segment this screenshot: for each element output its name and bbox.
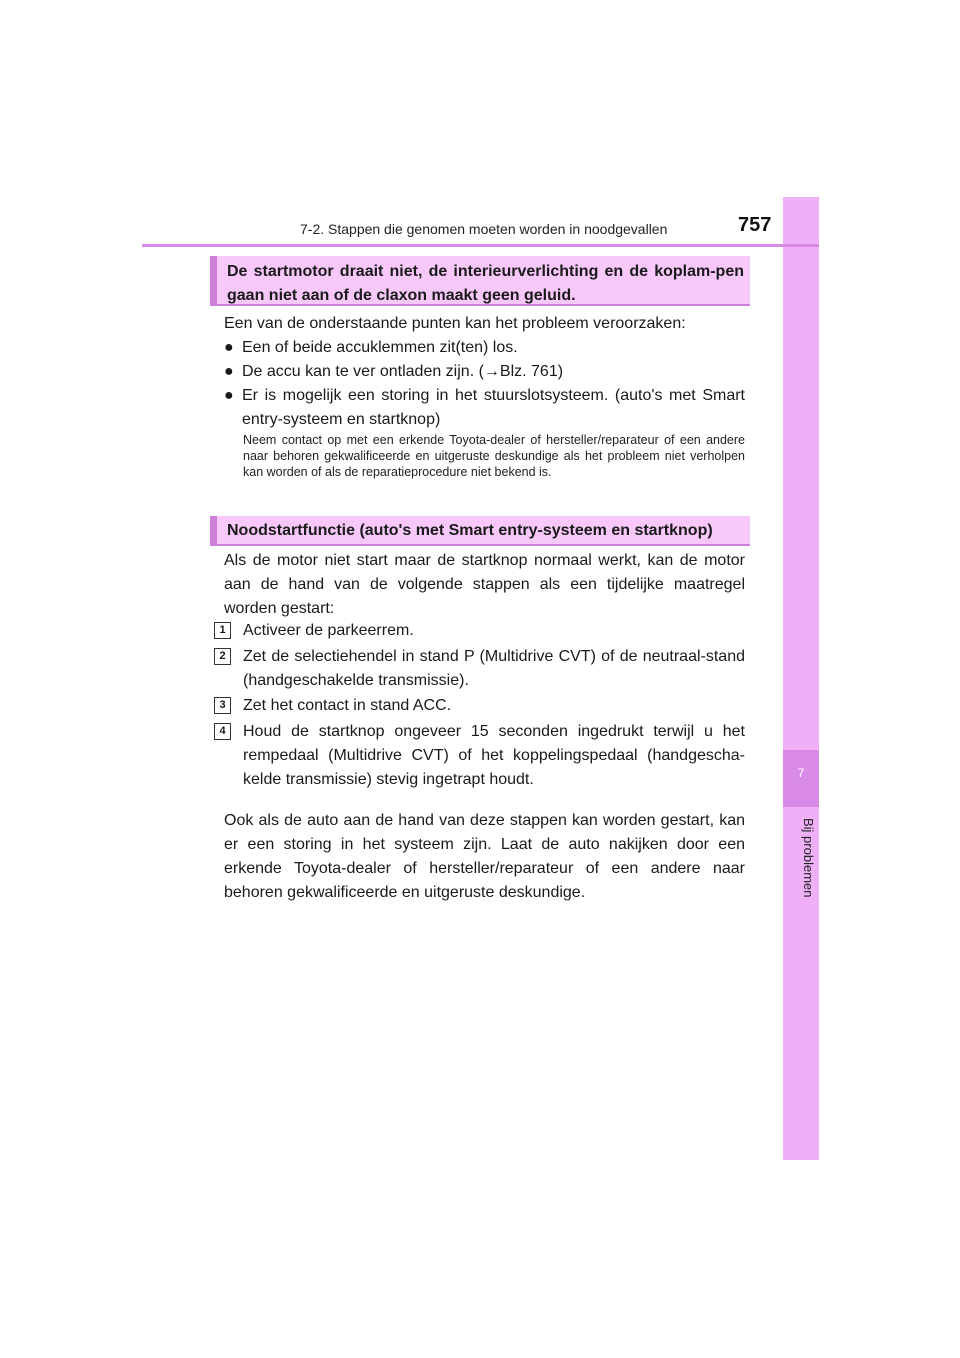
bullet-icon: ● bbox=[224, 363, 234, 380]
header-divider bbox=[142, 244, 819, 247]
step-item: 1 Activeer de parkeerrem. bbox=[214, 619, 745, 643]
step-number-badge: 1 bbox=[214, 622, 231, 639]
section-heading-starter: De startmotor draait niet, de interieurverlichting en de koplam-pen gaan niet aan of de claxon maakt geen geluid. bbox=[210, 256, 750, 306]
section1-intro: Een van de onderstaande punten kan het probleem veroorzaken: bbox=[224, 315, 686, 332]
list-item: ● De accu kan te ver ontladen zijn. (→Blz. 761) bbox=[224, 360, 745, 384]
step-item: 2 Zet de selectiehendel in stand P (Multidrive CVT) of de neutraal-stand (handgeschakelde transmissie). bbox=[214, 645, 745, 693]
chapter-side-tab bbox=[783, 197, 819, 1160]
chapter-number: 7 bbox=[797, 766, 805, 780]
section-heading-emergency-start: Noodstartfunctie (auto's met Smart entry-systeem en startknop) bbox=[210, 516, 750, 546]
step-number-badge: 3 bbox=[214, 697, 231, 714]
section2-closing: Ook als de auto aan de hand van deze stappen kan worden gestart, kan er een storing in het systeem zijn. Laat de auto nakijken door een erkende Toyota-dealer of hersteller/reparateur of een andere naar behoren gekwalificeerde en uitgeruste deskundige. bbox=[224, 812, 745, 901]
list-item: ● Er is mogelijk een storing in het stuurslotsysteem. (auto's met Smart entry-systeem en startknop) bbox=[224, 384, 745, 432]
bullet-icon: ● bbox=[224, 339, 234, 356]
step-item: 4 Houd de startknop ongeveer 15 seconden ingedrukt terwijl u het rempedaal (Multidrive CVT) of het koppelingspedaal (handgescha-kelde transmissie) stevig ingetrapt houdt. bbox=[214, 720, 745, 792]
chapter-label: Bij problemen bbox=[801, 818, 816, 898]
page-number: 757 bbox=[738, 214, 772, 236]
step-number-badge: 4 bbox=[214, 723, 231, 740]
section1-note: Neem contact op met een erkende Toyota-dealer of hersteller/reparateur of een andere naar behoren gekwalificeerde en uitgeruste deskundige als het probleem niet verholpen kan worden of als de reparatieprocedure niet bekend is. bbox=[243, 433, 745, 479]
step-item: 3 Zet het contact in stand ACC. bbox=[214, 694, 745, 718]
list-item: ● Een of beide accuklemmen zit(ten) los. bbox=[224, 336, 745, 360]
step-number-badge: 2 bbox=[214, 648, 231, 665]
bullet-icon: ● bbox=[224, 387, 234, 404]
running-header-title: 7-2. Stappen die genomen moeten worden in noodgevallen bbox=[300, 221, 668, 237]
section2-intro: Als de motor niet start maar de startknop normaal werkt, kan de motor aan de hand van de volgende stappen als een tijdelijke maatregel worden gestart: bbox=[224, 552, 745, 617]
